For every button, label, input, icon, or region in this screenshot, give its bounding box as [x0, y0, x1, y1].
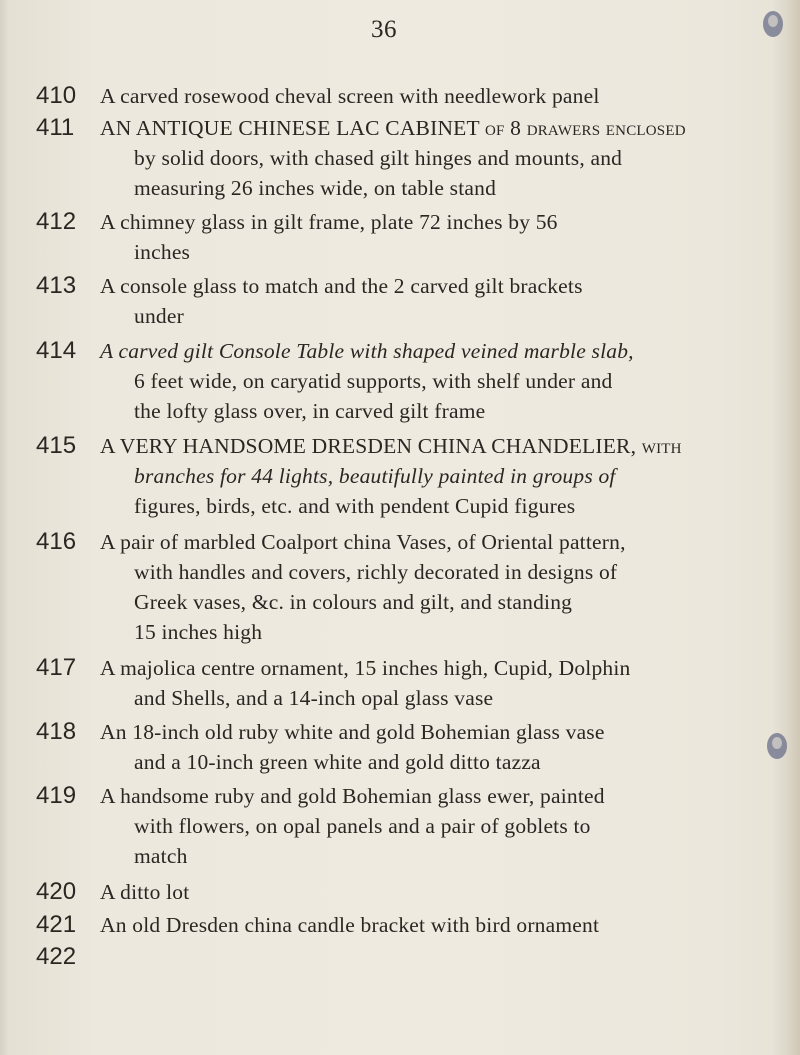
lot-line: A carved gilt Console Table with shaped veined marble slab,	[100, 339, 634, 363]
lot-line: A pair of marbled Coalport china Vases, of Oriental pattern,	[100, 530, 626, 554]
lot-description	[100, 81, 760, 111]
lot-line: inches	[134, 240, 191, 264]
lot-line: A carved rosewood cheval screen with needlework panel	[100, 84, 600, 108]
lot-line: branches for 44 lights, beautifully painted in groups of	[134, 464, 616, 488]
lot-line: with flowers, on opal panels and a pair of goblets to	[134, 814, 591, 838]
lot-line: under	[134, 304, 184, 328]
lot-line: and a 10-inch green white and gold ditto tazza	[134, 750, 541, 774]
page-left-edge	[0, 0, 10, 1055]
lot-description	[100, 910, 760, 940]
lot-line: Greek vases, &c. in colours and gilt, and standing	[134, 590, 573, 614]
lot-line: A chimney glass in gilt frame, plate 72 inches by 56	[100, 210, 558, 234]
lot-description	[100, 431, 760, 521]
lot-line: A ditto lot	[100, 880, 190, 904]
lot-line: figures, birds, etc. and with pendent Cupid figures	[134, 494, 576, 518]
library-stamp-icon	[760, 7, 786, 41]
lot-line: 6 feet wide, on caryatid supports, with shelf under and	[134, 369, 613, 393]
lot-description	[100, 653, 760, 713]
lot-number: 419	[36, 782, 77, 809]
lot-line: by solid doors, with chased gilt hinges and mounts, and	[134, 146, 623, 170]
lot-number: 412	[36, 208, 77, 235]
page-right-edge	[770, 0, 800, 1055]
lot-number: 415	[36, 432, 77, 459]
lot-number: 413	[36, 272, 77, 299]
page-number: 36	[371, 16, 397, 43]
lot-line: match	[134, 844, 188, 868]
lot-line: An old Dresden china candle bracket with bird ornament	[100, 913, 600, 937]
lot-description	[100, 207, 760, 267]
lot-line: the lofty glass over, in carved gilt frame	[134, 399, 486, 423]
lot-number: 422	[36, 943, 77, 970]
lot-number: 417	[36, 654, 77, 681]
lot-line: and Shells, and a 14-inch opal glass vase	[134, 686, 494, 710]
lot-line: An 18-inch old ruby white and gold Bohemian glass vase	[100, 720, 605, 744]
lot-description	[100, 877, 760, 907]
lot-line: AN ANTIQUE CHINESE LAC CABINET of 8 drawers enclosed	[100, 116, 686, 140]
lot-line: A VERY HANDSOME DRESDEN CHINA CHANDELIER, with	[100, 434, 682, 458]
lot-line: A console glass to match and the 2 carved gilt brackets	[100, 274, 583, 298]
lot-description	[100, 113, 760, 203]
lot-line: measuring 26 inches wide, on table stand	[134, 176, 497, 200]
lot-number: 416	[36, 528, 77, 555]
lot-number: 411	[36, 114, 75, 141]
lot-line: A majolica centre ornament, 15 inches high, Cupid, Dolphin	[100, 656, 631, 680]
lot-number: 421	[36, 911, 77, 938]
lot-number: 420	[36, 878, 77, 905]
lot-description	[100, 781, 760, 871]
lot-description	[100, 717, 760, 777]
lot-number: 414	[36, 337, 77, 364]
lot-description	[100, 527, 760, 647]
lot-description	[100, 271, 760, 331]
lot-line: 15 inches high	[134, 620, 263, 644]
lot-line: with handles and covers, richly decorated in designs of	[134, 560, 618, 584]
lot-description	[100, 336, 760, 426]
lot-line: A handsome ruby and gold Bohemian glass ewer, painted	[100, 784, 605, 808]
library-stamp-icon	[764, 729, 790, 763]
lot-number: 418	[36, 718, 77, 745]
lot-number: 410	[36, 82, 77, 109]
